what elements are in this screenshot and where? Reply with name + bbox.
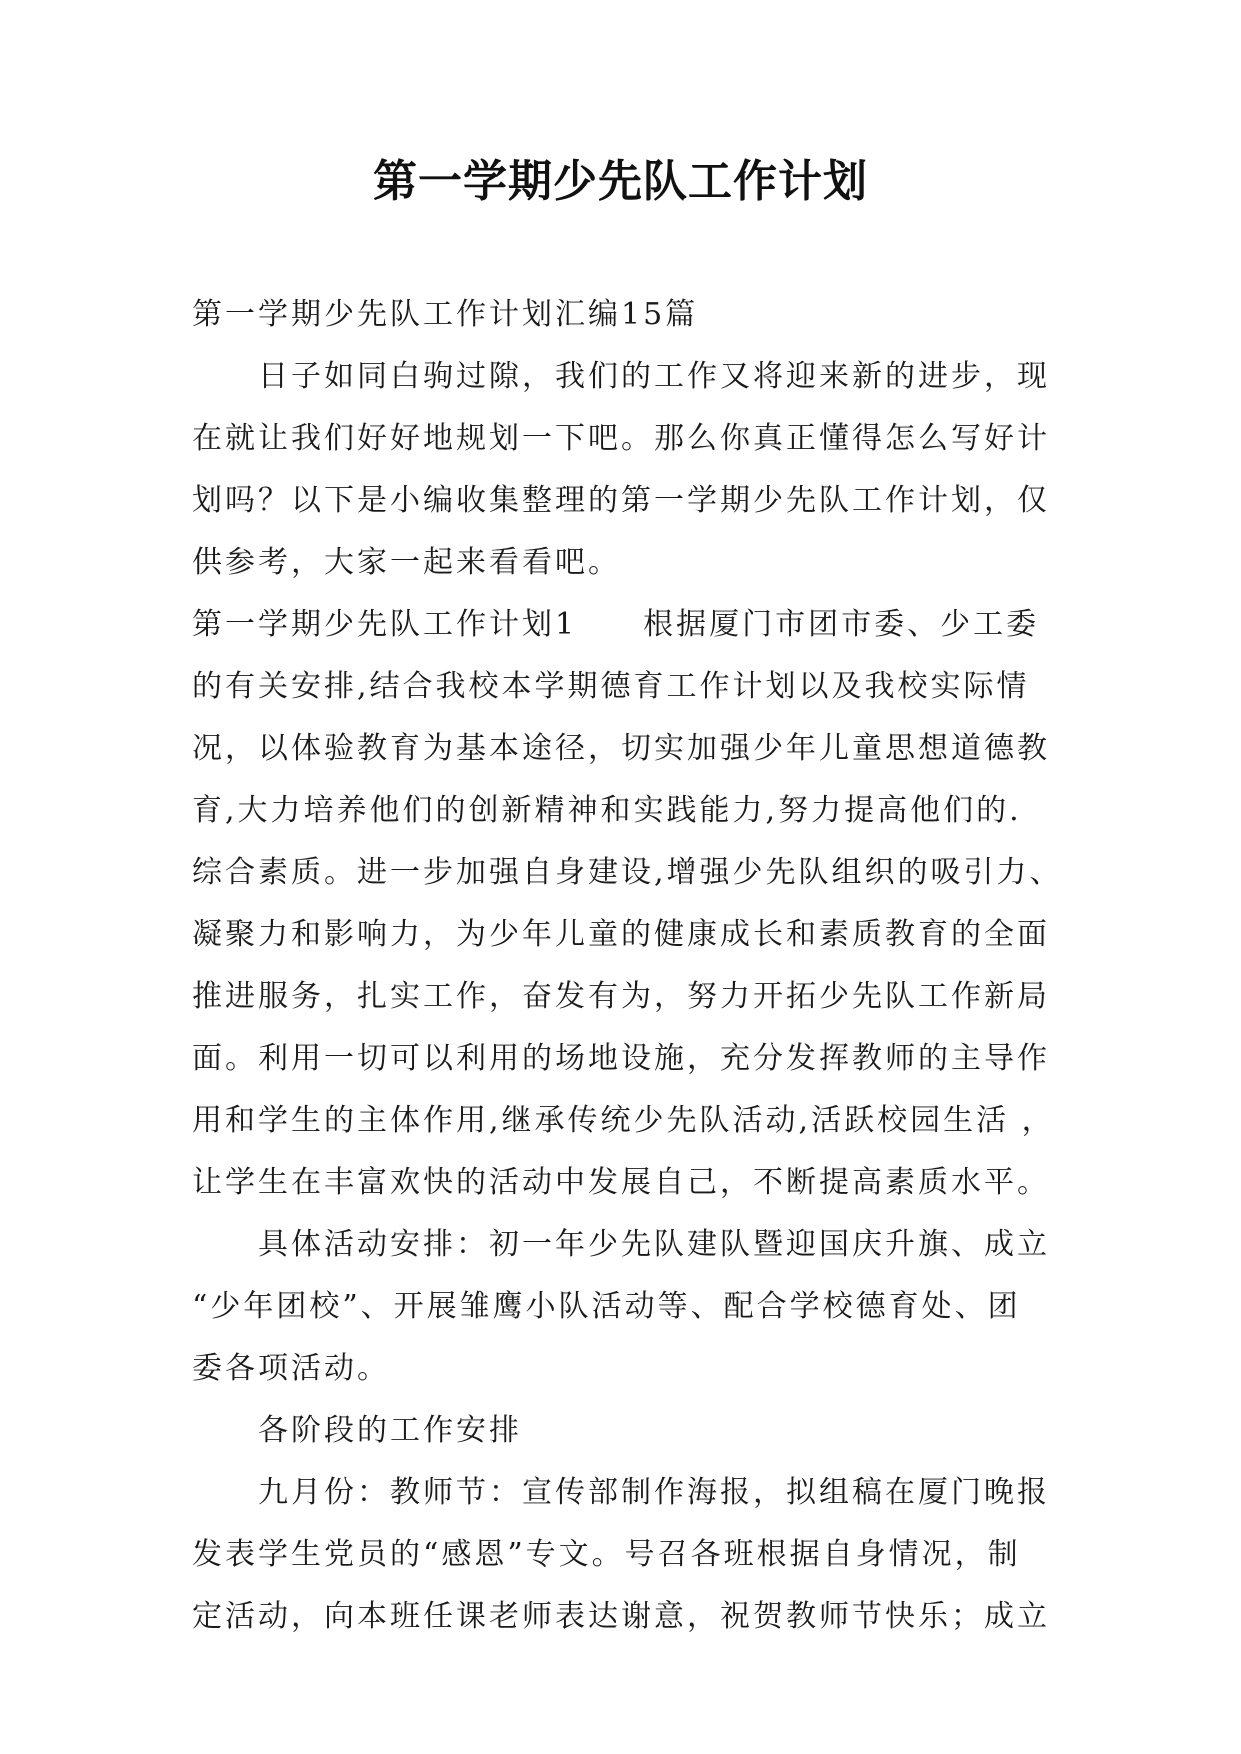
paragraph-line: 推进服务，扎实工作，奋发有为，努力开拓少先队工作新局 <box>192 979 1050 1014</box>
paragraph-line: 面。利用一切可以利用的场地设施，充分发挥教师的主导作 <box>192 1041 1050 1076</box>
paragraph-line: 供参考，大家一起来看看吧。 <box>192 545 621 580</box>
paragraph-line: 育,大力培养他们的创新精神和实践能力,努力提高他们的. <box>192 793 1022 828</box>
paragraph-line: “少年团校”、开展雏鹰小队活动等、配合学校德育处、团 <box>192 1289 1021 1324</box>
paragraph-line: 划吗？以下是小编收集整理的第一学期少先队工作计划，仅 <box>192 483 1050 518</box>
paragraph-line: 综合素质。进一步加强自身建设,增强少先队组织的吸引力、 <box>192 855 1063 890</box>
paragraph-line: 定活动，向本班任课老师表达谢意，祝贺教师节快乐；成立 <box>192 1599 1050 1634</box>
paragraph-line: 的有关安排,结合我校本学期德育工作计划以及我校实际情 <box>192 669 1030 704</box>
paragraph-line: 九月份：教师节：宣传部制作海报，拟组稿在厦门晚报 <box>258 1475 1050 1510</box>
paragraph-line: 发表学生党员的“感恩”专文。号召各班根据自身情况，制 <box>192 1537 1021 1572</box>
paragraph-line: 委各项活动。 <box>192 1351 390 1386</box>
paragraph-line: 用和学生的主体作用,继承传统少先队活动,活跃校园生活 ， <box>192 1103 1055 1138</box>
paragraph-line: 日子如同白驹过隙，我们的工作又将迎来新的进步，现 <box>258 359 1050 394</box>
paragraph-line: 让学生在丰富欢快的活动中发展自己，不断提高素质水平。 <box>192 1165 1050 1200</box>
section-heading-line: 各阶段的工作安排 <box>258 1413 522 1448</box>
paragraph-line: 况，以体验教育为基本途径，切实加强少年儿童思想道德教 <box>192 731 1050 766</box>
document-title: 第一学期少先队工作计划 <box>373 156 868 207</box>
paragraph-line: 在就让我们好好地规划一下吧。那么你真正懂得怎么写好计 <box>192 421 1050 456</box>
document-body <box>192 284 1063 1648</box>
paragraph-line: 凝聚力和影响力，为少年儿童的健康成长和素质教育的全面 <box>192 917 1050 952</box>
paragraph-line: 具体活动安排：初一年少先队建队暨迎国庆升旗、成立 <box>258 1227 1050 1262</box>
subtitle-line: 第一学期少先队工作计划汇编15篇 <box>192 297 699 332</box>
section-heading-line: 第一学期少先队工作计划1 根据厦门市团市委、少工委 <box>192 607 1040 642</box>
